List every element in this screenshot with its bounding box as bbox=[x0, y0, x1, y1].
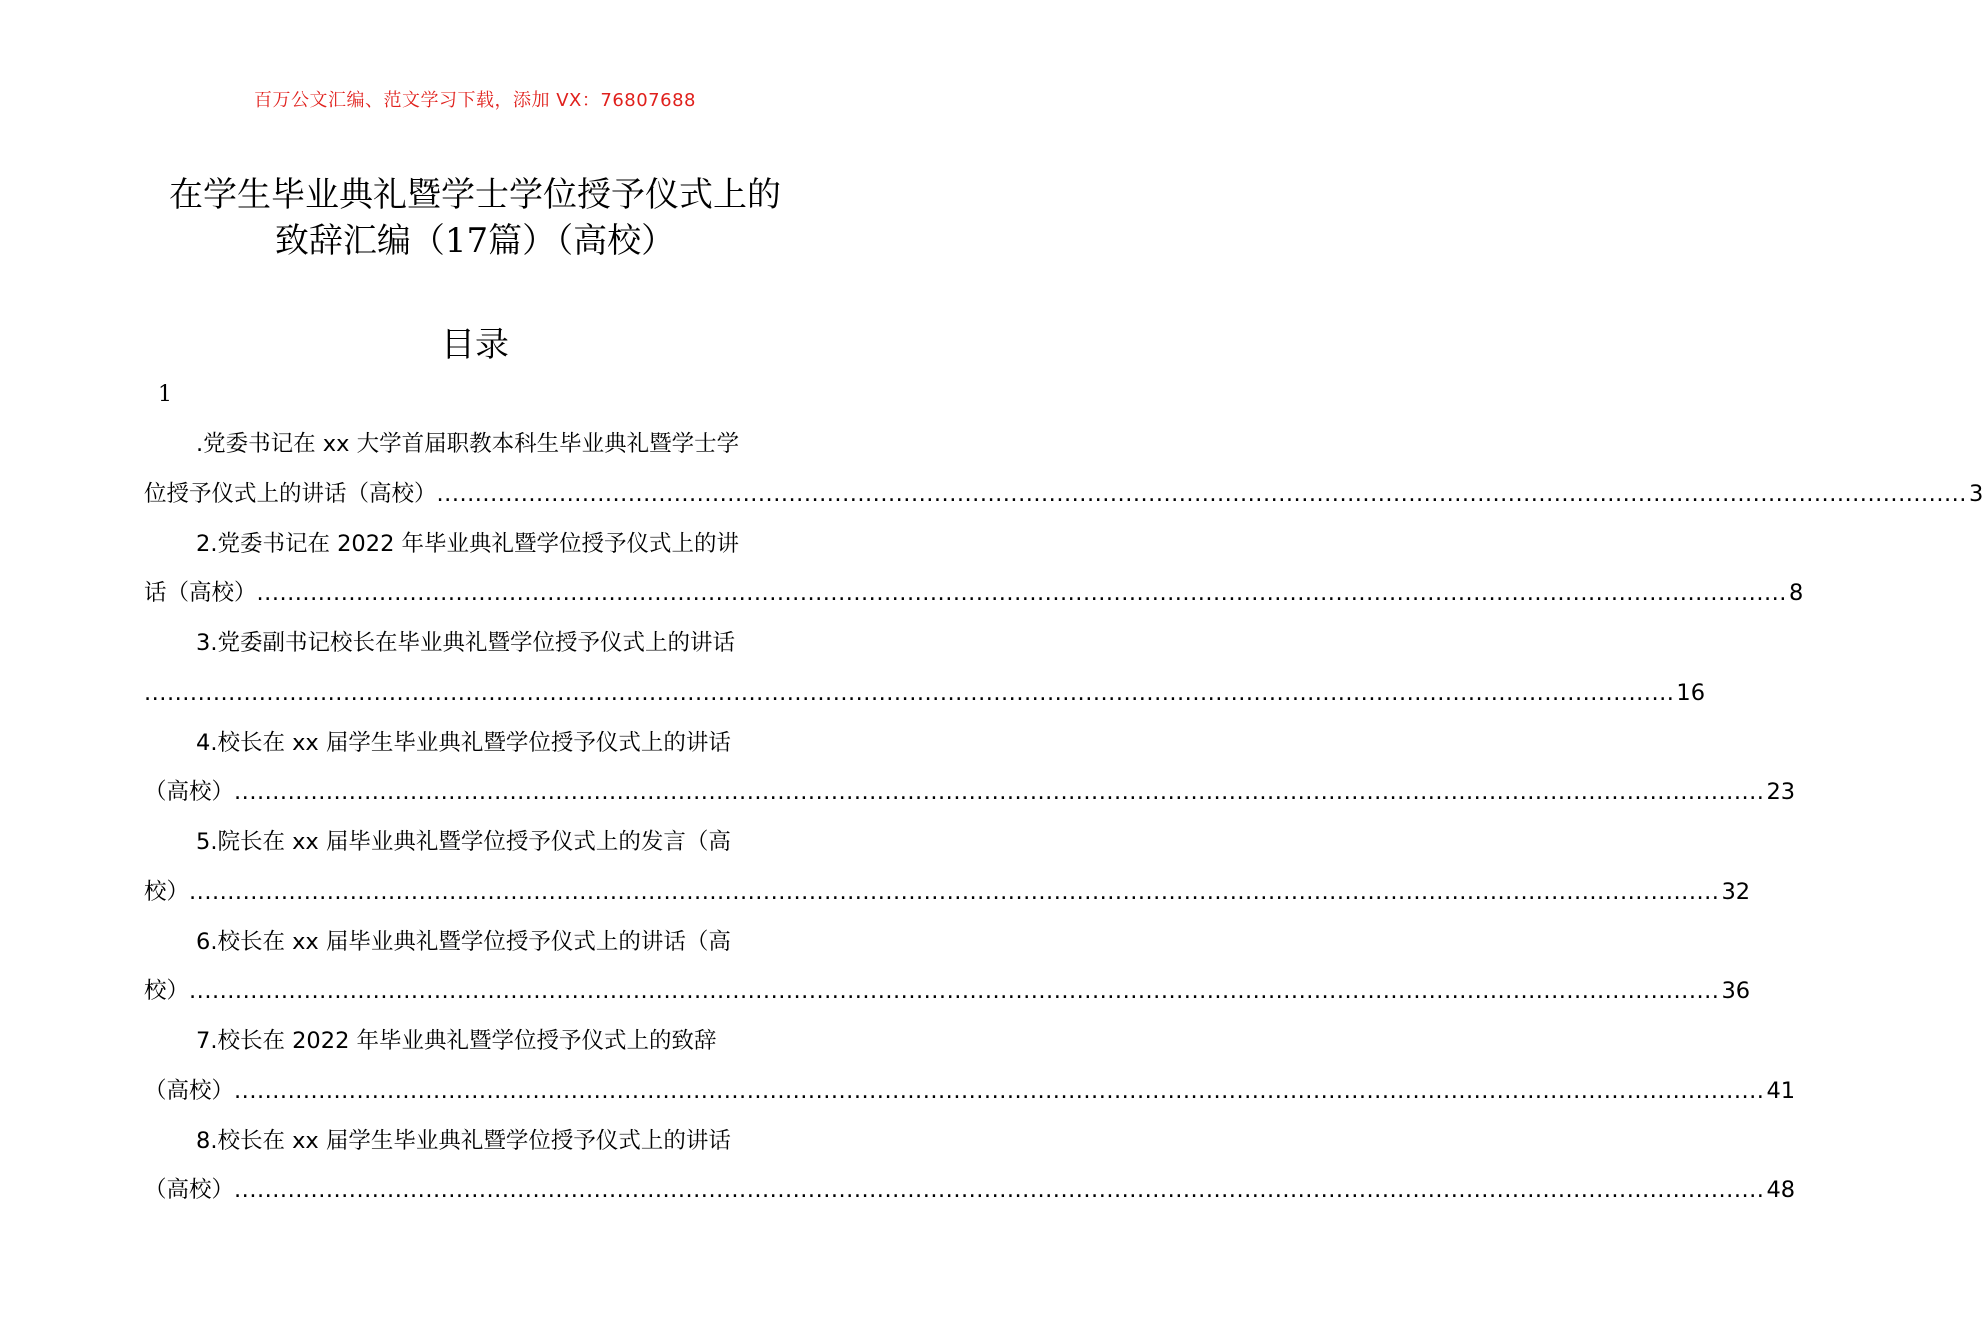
toc-entry-title-cont: （高校） bbox=[144, 779, 235, 806]
toc-entry-title: 2.党委书记在 2022 年毕业典礼暨学位授予仪式上的讲 bbox=[196, 530, 740, 557]
toc-entry-continuation bbox=[144, 1067, 1796, 1117]
toc-page-number: 8 bbox=[1788, 580, 1804, 607]
toc-leader-dots: ........................................................................................................................................................................................................ bbox=[436, 480, 1967, 507]
toc-entry-title-cont: 校） bbox=[144, 878, 190, 905]
toc-leader-dots: ........................................................................................................................................................................................................ bbox=[256, 580, 1787, 607]
toc-entry-1[interactable] bbox=[144, 420, 1983, 520]
toc-entry-continuation bbox=[144, 967, 1751, 1017]
toc-page-number: 16 bbox=[1676, 679, 1706, 706]
toc-leader-dots: ........................................................................................................................................................................................................ bbox=[144, 679, 1675, 706]
toc-page-number: 36 bbox=[1721, 978, 1751, 1005]
toc-entry-6[interactable] bbox=[144, 918, 1751, 1018]
toc-leader-dots: ........................................................................................................................................................................................................ bbox=[234, 779, 1765, 806]
toc-entry-continuation bbox=[144, 569, 1804, 619]
toc-leader-dots: ........................................................................................................................................................................................................ bbox=[234, 1077, 1765, 1104]
toc-leader-dots: ........................................................................................................................................................................................................ bbox=[189, 978, 1720, 1005]
title-line-1: 在学生毕业典礼暨学士学位授予仪式上的 bbox=[169, 175, 781, 215]
toc-entry-title-cont: （高校） bbox=[144, 1077, 235, 1104]
toc-page-number: 32 bbox=[1721, 878, 1751, 905]
toc-entry-title: 3.党委副书记校长在毕业典礼暨学位授予仪式上的讲话 bbox=[196, 630, 735, 656]
document-title bbox=[100, 172, 850, 264]
promo-banner: 百万公文汇编、范文学习下载，添加 VX：76807688 bbox=[254, 90, 696, 111]
toc-page-number: 41 bbox=[1766, 1077, 1796, 1104]
toc-entry-5[interactable] bbox=[144, 818, 1751, 918]
title-line-2 bbox=[100, 218, 850, 264]
toc-page-number: 3 bbox=[1968, 480, 1983, 507]
toc-entry-title-cont: 校） bbox=[144, 978, 190, 1005]
toc-entry-8[interactable] bbox=[144, 1117, 1796, 1217]
title-article-count: 17 bbox=[444, 221, 489, 261]
toc-entry-title: .党委书记在 xx 大学首届职教本科生毕业典礼暨学士学 bbox=[196, 431, 740, 457]
toc-entry-2[interactable] bbox=[144, 520, 1804, 620]
toc-entry-title: 8.校长在 xx 届学生毕业典礼暨学位授予仪式上的讲话 bbox=[196, 1127, 731, 1154]
toc-entry-7[interactable] bbox=[144, 1017, 1796, 1117]
toc-entry-continuation bbox=[144, 1166, 1796, 1216]
toc-entry-title-cont: 位授予仪式上的讲话（高校） bbox=[144, 480, 437, 507]
toc-entry-title: 5.院长在 xx 届毕业典礼暨学位授予仪式上的发言（高 bbox=[196, 829, 731, 855]
toc-page-number: 23 bbox=[1766, 779, 1796, 806]
toc-entry-continuation bbox=[144, 470, 1983, 520]
toc-entry-continuation bbox=[144, 768, 1796, 818]
toc-heading: 目录 bbox=[441, 325, 509, 365]
toc-leader-dots: ........................................................................................................................................................................................................ bbox=[234, 1177, 1765, 1204]
toc-leader-dots: ........................................................................................................................................................................................................ bbox=[189, 878, 1720, 905]
toc-entry-continuation bbox=[144, 868, 1751, 918]
toc-entry-title-cont: （高校） bbox=[144, 1177, 235, 1204]
toc-entry-continuation bbox=[144, 669, 1706, 719]
toc-entry-3[interactable] bbox=[144, 619, 1706, 719]
toc-entry-title: 6.校长在 xx 届毕业典礼暨学位授予仪式上的讲话（高 bbox=[196, 928, 731, 955]
toc-entry-4[interactable] bbox=[144, 719, 1796, 819]
toc-stray-number: 1 bbox=[158, 382, 172, 407]
title-line-2-prefix: 致辞汇编（ bbox=[274, 221, 445, 261]
title-line-2-suffix: 篇）（高校） bbox=[488, 221, 676, 261]
table-of-contents bbox=[144, 420, 1983, 1216]
toc-entry-title: 7.校长在 2022 年毕业典礼暨学位授予仪式上的致辞 bbox=[196, 1028, 717, 1054]
toc-entry-title-cont: 话（高校） bbox=[144, 580, 257, 607]
toc-entry-title: 4.校长在 xx 届学生毕业典礼暨学位授予仪式上的讲话 bbox=[196, 729, 731, 756]
toc-page-number: 48 bbox=[1766, 1177, 1796, 1204]
